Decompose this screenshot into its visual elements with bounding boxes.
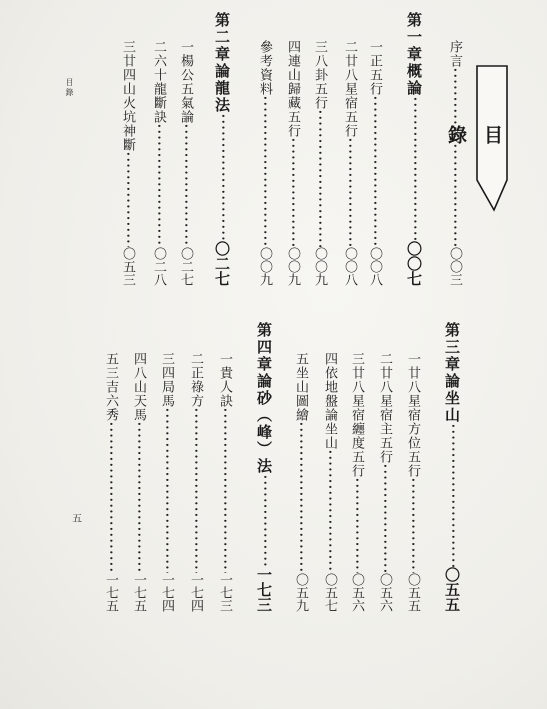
toc-entry[interactable] [321,352,337,612]
toc-entry[interactable] [102,352,118,612]
toc-chapter-title: 第一章概論 [405,12,423,97]
toc-entry-page: 一七四 [159,573,174,612]
leader-dots [102,422,118,573]
leader-dots [341,138,357,247]
leader-dots [216,408,232,573]
toc-entry-title: 二正祿方 [188,352,203,408]
leader-dots [311,110,327,247]
leader-dots [256,96,272,247]
toc-chapter[interactable] [256,322,272,612]
leader-dots [321,450,337,573]
toc-chapter-title: 第二章論龍法 [213,12,231,114]
toc-entry[interactable] [348,352,364,612]
toc-entry[interactable] [446,40,462,286]
page-number: 五 [72,514,82,525]
toc-entry[interactable] [376,352,392,612]
toc-entry-title: 四依地盤論坐山 [322,352,337,450]
leader-dots [187,408,203,573]
leader-dots [256,475,272,567]
toc-entry[interactable] [311,40,327,286]
toc-entry-title: 二廿八星宿五行 [342,40,357,138]
toc-chapter-page: 一七三 [255,567,273,612]
toc-chapter-page: 〇〇七 [405,241,423,286]
toc-chapter-title: 第四章論砂（峰）法 [255,322,273,475]
leader-dots [150,124,166,247]
toc-entry-page: 〇〇九 [312,247,327,286]
toc-title: 目 錄 [445,124,503,215]
toc-entry-title: 一廿八星宿方位五行 [405,352,420,478]
toc-entry[interactable] [158,352,174,612]
leader-dots [214,114,230,241]
toc-entry-title: 三廿四山火坑神斷 [120,40,135,152]
leader-dots [119,152,135,247]
toc-entry-title: 三廿八星宿纏度五行 [349,352,364,478]
toc-entry-page: 〇五六 [377,573,392,612]
toc-entry[interactable] [404,352,420,612]
toc-entry[interactable] [366,40,382,286]
toc-entry-page: 〇〇九 [285,247,300,286]
toc-entry-title: 序言 [447,40,462,68]
toc-entry-page: 〇〇八 [342,247,357,286]
toc-entry-title: 一貴人訣 [217,352,232,408]
toc-title-badge [445,62,510,215]
leader-dots [444,424,460,567]
toc-chapter-page: 〇二七 [213,241,231,286]
toc-entry-page: 〇二八 [151,247,166,286]
toc-entry-title: 五坐山圖繪 [293,352,308,422]
leader-dots [366,96,382,247]
toc-entry-page: 〇五五 [405,573,420,612]
toc-entry-page: 〇〇八 [367,247,382,286]
toc-chapter[interactable] [444,322,460,612]
leader-dots [158,408,174,573]
running-header-label: 目錄 [65,78,74,98]
toc-entry-page: 〇五七 [322,573,337,612]
toc-entry-page: 〇〇三 [447,247,462,286]
toc-entry-title: 三四局馬 [159,352,174,408]
toc-entry-page: 〇五三 [120,247,135,286]
toc-entry[interactable] [292,352,308,612]
toc-entry[interactable] [341,40,357,286]
leader-dots [284,138,300,247]
toc-entry[interactable] [216,352,232,612]
toc-entry[interactable] [284,40,300,286]
toc-entry[interactable] [130,352,146,612]
toc-chapter[interactable] [214,12,230,286]
toc-entry-title: 一楊公五氣論 [178,40,193,124]
toc-entry-title: 二廿八星宿主五行 [377,352,392,464]
toc-entry-page: 一七五 [131,573,146,612]
toc-entry-title: 二六十龍斷訣 [151,40,166,124]
leader-dots [446,68,462,247]
leader-dots [376,464,392,573]
toc-entry-title: 四八山天馬 [131,352,146,422]
leader-dots [130,422,146,573]
leader-dots [404,478,420,573]
leader-dots [348,478,364,573]
toc-chapter-title: 第三章論坐山 [443,322,461,424]
toc-entry-page: 〇五九 [293,573,308,612]
toc-entry[interactable] [177,40,193,286]
toc-entry[interactable] [150,40,166,286]
toc-entry[interactable] [256,40,272,286]
toc-entry-page: 〇〇九 [257,247,272,286]
toc-entry-title: 四連山歸藏五行 [285,40,300,138]
leader-dots [292,422,308,573]
toc-chapter[interactable] [406,12,422,286]
toc-entry-page: 〇二七 [178,247,193,286]
toc-entry-title: 一正五行 [367,40,382,96]
toc-entry[interactable] [119,40,135,286]
leader-dots [177,124,193,247]
toc-chapter-page: 〇五五 [443,567,461,612]
toc-entry-page: 一七三 [217,573,232,612]
toc-entry-page: 一七五 [103,573,118,612]
toc-entry-page: 一七四 [188,573,203,612]
toc-entry-title: 五三吉六秀 [103,352,118,422]
toc-entry-page: 〇五六 [349,573,364,612]
toc-entry-title: 三八卦五行 [312,40,327,110]
leader-dots [406,97,422,241]
toc-entry[interactable] [187,352,203,612]
toc-entry-title: 參考資料 [257,40,272,96]
